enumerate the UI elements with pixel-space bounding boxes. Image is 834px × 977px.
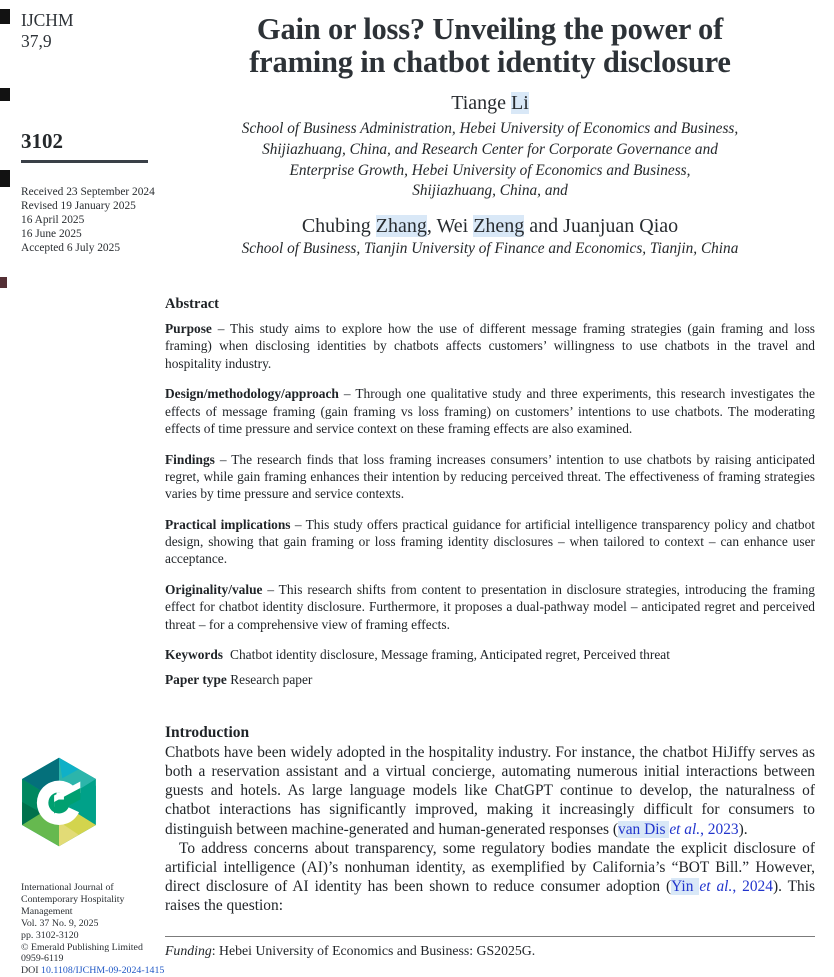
keywords-label: Keywords	[165, 647, 224, 663]
paper-type-row	[165, 672, 815, 688]
journal-abbreviation	[21, 10, 74, 52]
abstract-section-text: – The research finds that loss framing increases consumers’ intention to use chatbots by raising anticipated regret, while gain framing enhances their intention by reducing perceived threat. The effectiveness of framing strategies varies by time pressure and service contexts.	[165, 451, 815, 502]
abstract-section-label: Purpose	[165, 320, 212, 336]
page-edge-mark	[0, 277, 7, 288]
abstract-section-label: Originality/value	[165, 582, 263, 598]
affiliation-1	[165, 119, 815, 202]
article-history	[21, 186, 155, 256]
history-line: Accepted 6 July 2025	[21, 241, 121, 254]
abstract-section-label: Practical implications	[165, 516, 291, 532]
affiliation-line: Enterprise Growth, Hebei University of Economics and Business,	[289, 161, 691, 179]
imprint-line: 0959-6119	[21, 953, 64, 965]
funding-label: Funding	[165, 943, 212, 958]
journal-abbrev-code: IJCHM	[21, 10, 74, 30]
doi-line	[21, 965, 164, 977]
footnote-rule	[165, 936, 815, 937]
affiliation-line: Shijiazhuang, China, and Research Center for Corporate Governance and	[262, 140, 718, 158]
page-edge-mark	[0, 170, 10, 187]
paragraph-text: ). This raises the question:	[165, 878, 815, 915]
abstract-findings	[165, 451, 815, 503]
journal-volume-issue: 37,9	[21, 31, 52, 51]
imprint-line: Contemporary Hospitality	[21, 893, 125, 905]
footnote	[165, 936, 815, 959]
author-name-part: and Juanjuan Qiao	[524, 215, 679, 238]
page-edge-mark	[0, 88, 10, 101]
doi-label: DOI	[21, 965, 42, 977]
abstract-section-text: – This study offers practical guidance for artificial intelligence transparency policy and chatbot design, showing that gain framing or loss framing identity disclosures – when tailored to context – can enhance user acceptance.	[165, 516, 815, 567]
citation-year: , 2024	[732, 878, 773, 896]
paragraph-text: Chatbots have been widely adopted in the hospitality industry. For instance, the chatbot HiJiffy serves as both a reservation assistant and a virtual concierge, automating numerous initial interactions between guests and hotels. As large language models like ChatGPT continue to develop, the naturalness of chatbot interactions has significantly improved, making it increasingly difficult for consumers to distinguish between machine-generated and human-generated responses (	[165, 743, 815, 838]
introduction-paragraph-1	[165, 743, 815, 839]
funding-text: : Hebei University of Economics and Business: GS2025G.	[211, 943, 536, 958]
abstract-design	[165, 385, 815, 437]
affiliation-2: School of Business, Tianjin University of Finance and Economics, Tianjin, China	[241, 240, 739, 258]
author-name-part: , Wei	[426, 215, 474, 238]
imprint-line: Management	[21, 905, 73, 917]
page-edge-mark	[0, 9, 10, 24]
page-number: 3102	[21, 129, 63, 153]
introduction-heading: Introduction	[165, 723, 250, 741]
funding-note	[165, 943, 815, 959]
abstract-section-text: – This study aims to explore how the use of different message framing strategies (gain framing and loss framing) when disclosing identities by chatbots affects customers’ willingness to use chatbots in the travel and hospitality industry.	[165, 320, 815, 371]
emerald-logo-icon	[18, 756, 100, 848]
title-line-1: Gain or loss? Unveiling the power of	[256, 12, 724, 46]
affiliation-line: School of Business Administration, Hebei University of Economics and Business,	[241, 120, 739, 137]
author-name-highlighted: Zheng	[473, 215, 525, 238]
imprint-line: © Emerald Publishing Limited	[21, 941, 143, 953]
author-last-name-highlighted: Li	[511, 92, 529, 114]
author-line-1	[165, 92, 815, 114]
abstract-section-text: – Through one qualitative study and three experiments, this research investigates the effects of message framing (gain framing vs loss framing) on customers’ intentions to use chatbots. The moderating effects of time pressure and service context on these framing effects are also examined.	[165, 386, 815, 436]
citation-author: van Dis	[618, 820, 670, 838]
citation-year: , 2023	[700, 820, 739, 838]
abstract-heading: Abstract	[165, 295, 219, 312]
citation-yin-2024[interactable]	[671, 878, 773, 895]
paragraph-text: ).	[738, 820, 748, 838]
keywords-text: Chatbot identity disclosure, Message framing, Anticipated regret, Perceived threat	[230, 647, 670, 663]
journal-imprint	[21, 882, 164, 977]
history-line: Revised 19 January 2025	[21, 199, 136, 212]
imprint-line: pp. 3102-3120	[21, 929, 79, 941]
paragraph-text: To address concerns about transparency, some regulatory bodies mandate the explicit disclosure of artificial intelligence (AI)’s nonhuman identity, as exemplified by California’s “BOT Bill.” However, direct disclosure of AI identity has been shown to reduce consumer adoption (	[165, 839, 815, 896]
introduction-paragraph-2	[165, 839, 815, 916]
page-number-rule	[21, 160, 148, 163]
citation-van-dis-2023[interactable]	[618, 821, 739, 838]
title-line-2: framing in chatbot identity disclosure	[249, 44, 731, 79]
doi-link[interactable]: 10.1108/IJCHM-09-2024-1415	[41, 965, 165, 977]
author-name-highlighted: Zhang	[375, 215, 427, 238]
imprint-line: Vol. 37 No. 9, 2025	[21, 917, 99, 929]
citation-author: Yin	[671, 878, 700, 896]
citation-etal: et al.	[669, 820, 701, 838]
history-line: 16 April 2025	[21, 213, 85, 226]
history-line: Received 23 September 2024	[21, 186, 155, 198]
abstract-practical-implications	[165, 516, 815, 568]
paper-type-text: Research paper	[226, 671, 313, 687]
author-first-name: Tiange	[451, 92, 512, 114]
author-line-2	[165, 215, 815, 237]
article-title	[165, 13, 815, 78]
citation-etal: et al.	[699, 878, 733, 896]
history-line: 16 June 2025	[21, 227, 82, 240]
affiliation-line: Shijiazhuang, China, and	[412, 182, 568, 200]
article-body	[165, 0, 815, 916]
abstract-section-text: – This research shifts from content to presentation in disclosure strategies, introducing the framing effect for chatbot identity disclosure. Furthermore, it proposes a dual-pathway model – anticipated regret and perceived threat – for a comprehensive view of framing effects.	[165, 582, 815, 632]
abstract-section-label: Findings	[165, 451, 215, 467]
abstract-purpose	[165, 320, 815, 372]
paper-type-label: Paper type	[165, 671, 227, 687]
imprint-line: International Journal of	[21, 882, 114, 893]
keywords-row	[165, 646, 815, 663]
abstract-originality	[165, 581, 815, 633]
author-name-part: Chubing	[301, 215, 376, 238]
emerald-logo	[18, 756, 100, 848]
abstract-section-label: Design/methodology/approach	[165, 386, 339, 402]
